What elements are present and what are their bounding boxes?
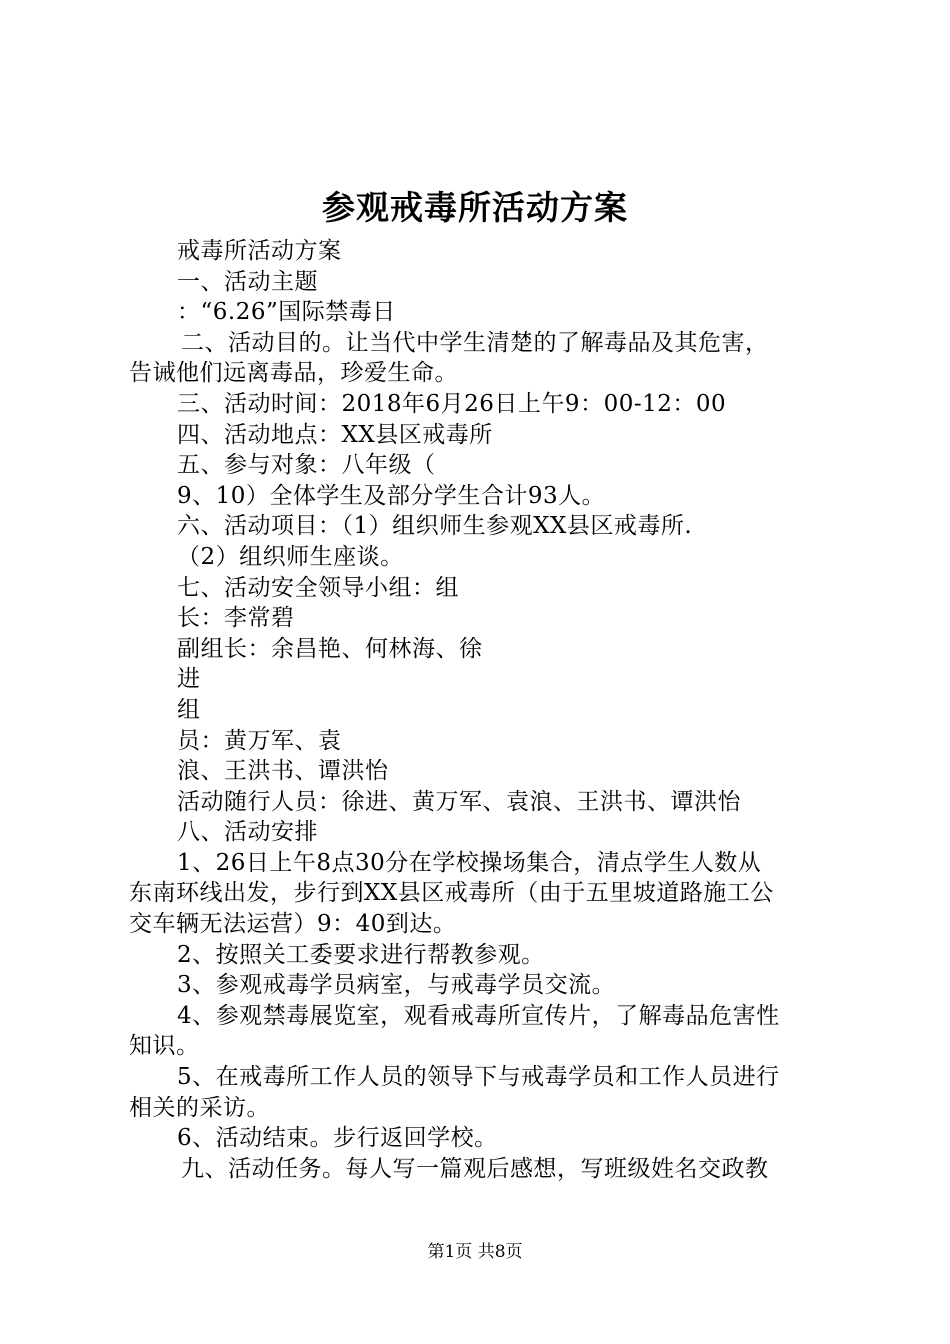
paragraph-line: 5、在戒毒所工作人员的领导下与戒毒学员和工作人员进行 [177, 1064, 780, 1091]
paragraph-line: 9、10）全体学生及部分学生合计93人。 [177, 482, 606, 509]
paragraph-line: 进 [177, 666, 201, 693]
paragraph-line: 九、活动任务。每人写一篇观后感想，写班级姓名交政教 [181, 1155, 769, 1182]
document-body [129, 236, 829, 1184]
paragraph-line: 三、活动时间：2018年6月26日上午9：00-12：00 [177, 390, 727, 417]
paragraph-line: 组 [177, 696, 201, 723]
paragraph-line: 六、活动项目：（1）组织师生参观XX县区戒毒所. [177, 513, 693, 540]
paragraph-line: 4、参观禁毒展览室，观看戒毒所宣传片，了解毒品危害性 [177, 1002, 780, 1029]
paragraph-line: 6、活动结束。步行返回学校。 [177, 1125, 498, 1152]
document-title: 参观戒毒所活动方案 [322, 188, 628, 227]
page-footer: 第1页 共8页 [427, 1242, 523, 1262]
paragraph-line: 1、26日上午8点30分在学校操场集合，清点学生人数从 [177, 849, 762, 876]
paragraph-line: 七、活动安全领导小组：组 [177, 574, 459, 601]
paragraph-line: 东南环线出发，步行到XX县区戒毒所（由于五里坡道路施工公 [129, 880, 774, 907]
paragraph-line: 告诫他们远离毒品，珍爱生命。 [129, 360, 458, 387]
paragraph-line: 活动随行人员：徐进、黄万军、袁浪、王洪书、谭洪怡 [177, 788, 741, 815]
paragraph-line: 副组长：余昌艳、何林海、徐 [177, 635, 483, 662]
paragraph-line: 戒毒所活动方案 [177, 238, 342, 264]
paragraph-line: 八、活动安排 [177, 819, 318, 846]
paragraph-line: （2）组织师生座谈。 [177, 543, 404, 570]
paragraph-line: 交车辆无法运营）9：40到达。 [129, 911, 457, 938]
paragraph-line: ：“6.26”国际禁毒日 [177, 299, 396, 326]
paragraph-line: 二、活动目的。让当代中学生清楚的了解毒品及其危害， [181, 329, 769, 356]
paragraph-line: 2、按照关工委要求进行帮教参观。 [177, 941, 545, 968]
paragraph-line: 知识。 [129, 1033, 200, 1060]
paragraph-line: 员：黄万军、袁 [177, 727, 342, 754]
paragraph-line: 一、活动主题 [177, 268, 318, 295]
paragraph-line: 四、活动地点：XX县区戒毒所 [177, 421, 493, 448]
paragraph-line: 3、参观戒毒学员病室，与戒毒学员交流。 [177, 972, 616, 999]
paragraph-line: 五、参与对象：八年级（ [177, 452, 436, 479]
paragraph-line: 相关的采访。 [129, 1094, 270, 1121]
paragraph-line: 长：李常碧 [177, 605, 295, 632]
paragraph-line: 浪、王洪书、谭洪怡 [177, 758, 389, 785]
